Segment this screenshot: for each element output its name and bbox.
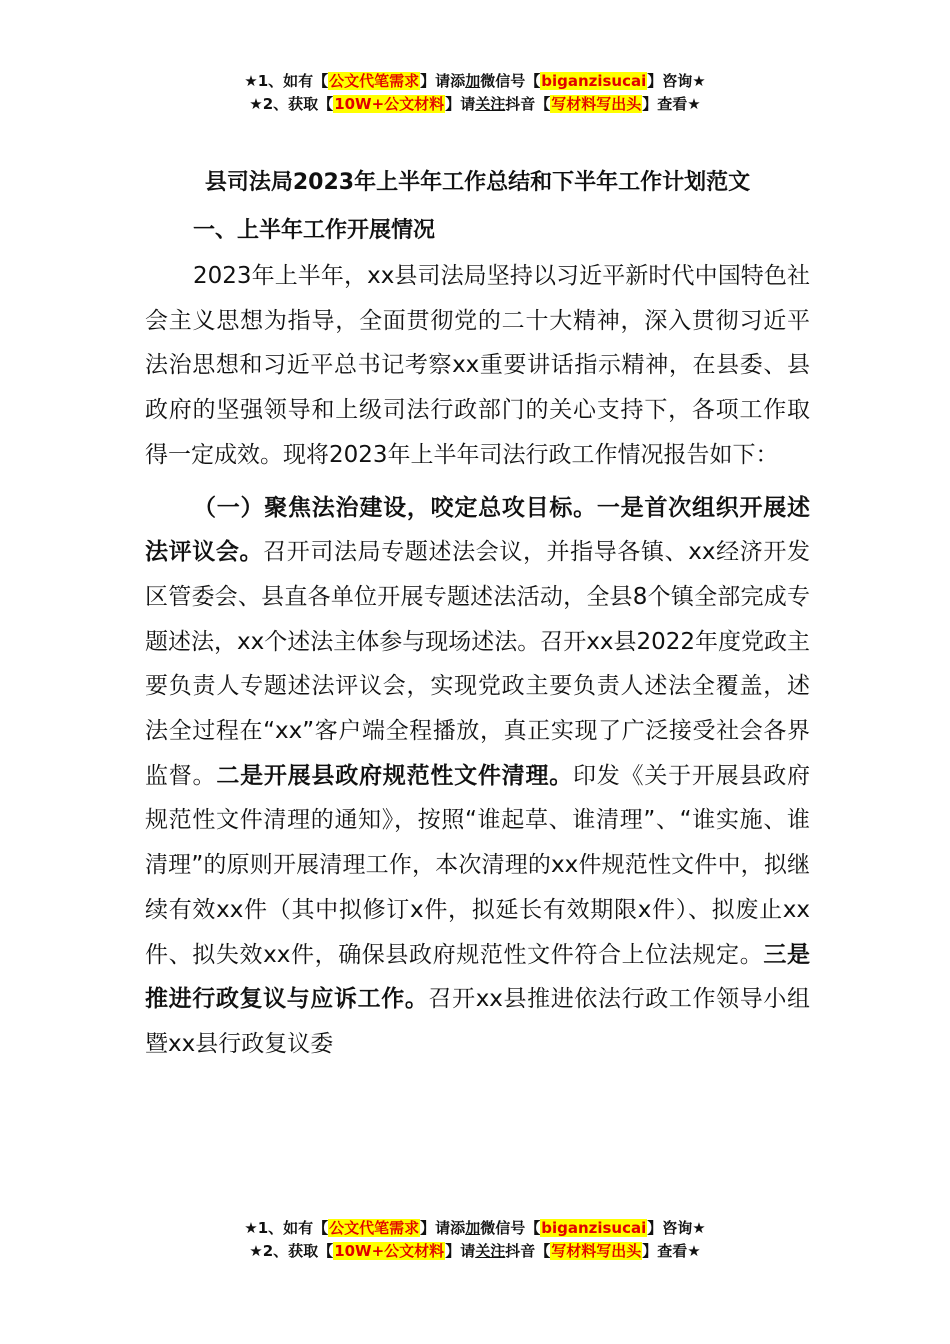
banner-text: ★1、如有【 [244, 1219, 329, 1237]
banner-highlight: biganzisucai [541, 1219, 647, 1237]
banner-underline: 关注 [475, 1242, 506, 1260]
banner-line-2 [0, 1240, 950, 1263]
banner-highlight: biganzisucai [541, 72, 647, 90]
banner-line-1 [0, 70, 950, 93]
banner-highlight: 10W+公文材料 [334, 95, 445, 113]
banner-text: 】请 [445, 1242, 476, 1260]
banner-highlight: 10W+公文材料 [334, 1242, 445, 1260]
banner-underline: 加 [465, 1219, 481, 1237]
body-text: 印发《关于开展县政府规范性文件清理的通知》，按照“谁起草、谁清理”、“谁实施、谁清理”的原则开展清理工作，本次清理的xx件规范性文件中，拟继续有效xx件（其中拟修订x件，拟延长有效期限x件）、拟废止xx件、拟失效xx件，确保县政府规范性文件符合上位法规定。 [145, 762, 811, 968]
banner-underline: 关注 [475, 95, 506, 113]
document-title: 县司法局2023年上半年工作总结和下半年工作计划范文 [204, 170, 751, 195]
bold-phrase: 三是推进行政复议与应诉工作。 [145, 941, 810, 1013]
banner-text: 】请添 [420, 1219, 466, 1237]
banner-highlight: 公文代笔需求 [329, 72, 420, 90]
bold-phrase: （一）聚焦法治建设，咬定总攻目标。一是首次组织开展述法评议会。 [145, 494, 810, 566]
banner-text: 】请添 [420, 72, 466, 90]
banner-underline: 加 [465, 72, 481, 90]
banner-text: 微信号【 [480, 72, 541, 90]
paragraph-rule-of-law [145, 486, 810, 1067]
banner-text: ★1、如有【 [244, 72, 329, 90]
banner-line-2 [0, 93, 950, 116]
top-banner [0, 70, 950, 116]
banner-text: 】咨询★ [647, 1219, 706, 1237]
banner-text: 抖音【 [505, 95, 551, 113]
banner-text: 抖音【 [505, 1242, 551, 1260]
banner-highlight: 公文代笔需求 [329, 1219, 420, 1237]
banner-text: 】咨询★ [647, 72, 706, 90]
paragraph-intro: 2023年上半年，xx县司法局坚持以习近平新时代中国特色社会主义思想为指导，全面贯彻党的二十大精神，深入贯彻习近平法治思想和习近平总书记考察xx重要讲话指示精神，在县委、县政府的坚强领导和上级司法行政部门的关心支持下，各项工作取得一定成效。现将2023年上半年司法行政工作情况报告如下： [145, 263, 810, 468]
bottom-banner [0, 1217, 950, 1263]
document-body [145, 168, 810, 1067]
body-text: 召开xx县推进依法行政工作领导小组暨xx县行政复议委 [145, 986, 810, 1057]
body-text: 召开司法局专题述法会议，并指导各镇、xx经济开发区管委会、县直各单位开展专题述法活动，全县8个镇全部完成专题述法，xx个述法主体参与现场述法。召开xx县2022年度党政主要负责人专题述法评议会，实现党政主要负责人述法全覆盖，述法全过程在“xx”客户端全程播放，真正实现了广泛接受社会各界监督。 [145, 539, 810, 789]
banner-text: 微信号【 [480, 1219, 541, 1237]
banner-highlight: 写材料写出头 [551, 95, 642, 113]
banner-text: 】查看★ [642, 1242, 701, 1260]
banner-text: 】请 [445, 95, 476, 113]
bold-phrase: 二是开展县政府规范性文件清理。 [216, 762, 574, 789]
section-heading: 一、上半年工作开展情况 [193, 218, 436, 243]
banner-highlight: 写材料写出头 [551, 1242, 642, 1260]
banner-line-1 [0, 1217, 950, 1240]
banner-text: ★2、获取【 [249, 95, 334, 113]
banner-text: ★2、获取【 [249, 1242, 334, 1260]
banner-text: 】查看★ [642, 95, 701, 113]
